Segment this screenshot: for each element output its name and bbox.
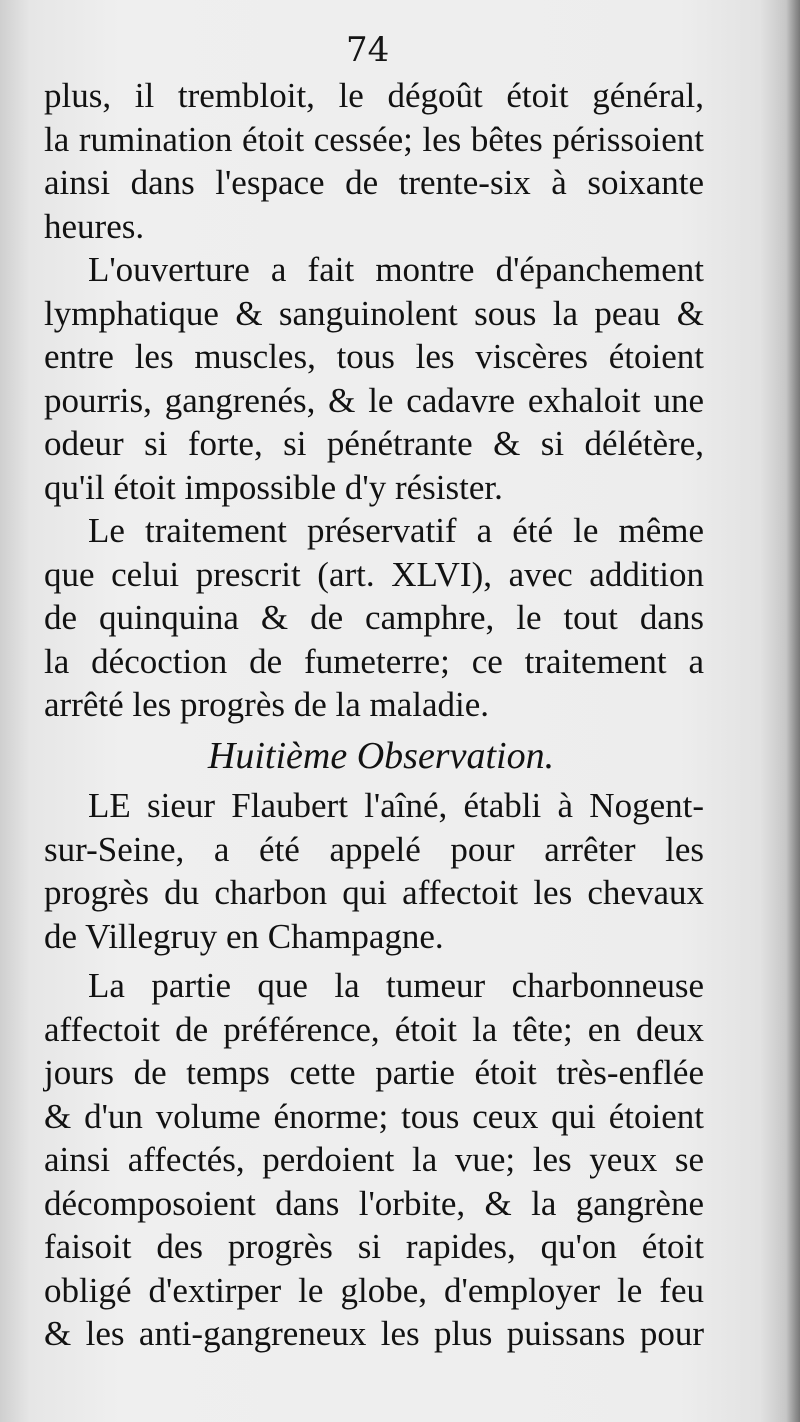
page-body [44,74,704,1356]
text-line: odeur si forte, si pénétrante & si délétère, [44,424,704,463]
text-line: & les anti-gangreneux les plus puissans pour [44,1314,704,1353]
text-line: la rumination étoit cessée; les bêtes périssoient [44,119,704,159]
text-line: ainsi dans l'espace de trente-six à soixante [44,163,704,202]
text-line: obligé d'extirper le globe, d'employer le feu [44,1270,704,1310]
text-line: la décoction de fumeterre; ce traitement a [44,641,704,681]
text-line: que celui prescrit (art. XLVI), avec addition [44,554,704,594]
text-line: L'ouverture a fait montre d'épanchement [88,250,704,289]
paragraph-5 [44,964,704,1356]
paragraph-4 [44,784,704,958]
text-line: ainsi affectés, perdoient la vue; les yeux se [44,1140,704,1179]
paragraph-1 [44,74,704,248]
page-gutter-shadow [786,0,800,1422]
text-line: progrès du charbon qui affectoit les chevaux [44,873,704,912]
section-heading: Huitième Observation. [207,734,555,777]
paragraph-3 [44,509,704,727]
text-line: pourris, gangrenés, & le cadavre exhaloit une [44,380,704,420]
text-line: & d'un volume énorme; tous ceux qui étoient [44,1096,704,1136]
page-number: 74 [346,30,390,70]
text-line: LE sieur Flaubert l'aîné, établi à Nogent- [88,786,704,825]
text-line: décomposoient dans l'orbite, & la gangrène [44,1183,704,1223]
text-line: plus, il trembloit, le dégoût étoit général, [44,76,704,115]
text-line: affectoit de préférence, étoit la tête; en deux [44,1009,704,1049]
text-line: de Villegruy en Champagne. [44,916,444,956]
text-line: La partie que la tumeur charbonneuse [88,966,704,1005]
text-line: Le traitement préservatif a été le même [88,511,704,550]
text-line: sur-Seine, a été appelé pour arrêter les [44,829,704,869]
paragraph-2 [44,248,704,509]
text-line: arrêté les progrès de la maladie. [44,685,490,724]
text-line: faisoit des progrès si rapides, qu'on étoit [44,1227,704,1266]
text-line: qu'il étoit impossible d'y résister. [44,467,503,507]
text-line: jours de temps cette partie étoit très-enflée [44,1053,704,1092]
text-line: lymphatique & sanguinolent sous la peau & [44,293,704,333]
text-line: entre les muscles, tous les viscères étoient [44,337,704,376]
text-line: de quinquina & de camphre, le tout dans [44,598,704,637]
text-line: heures. [44,206,145,246]
